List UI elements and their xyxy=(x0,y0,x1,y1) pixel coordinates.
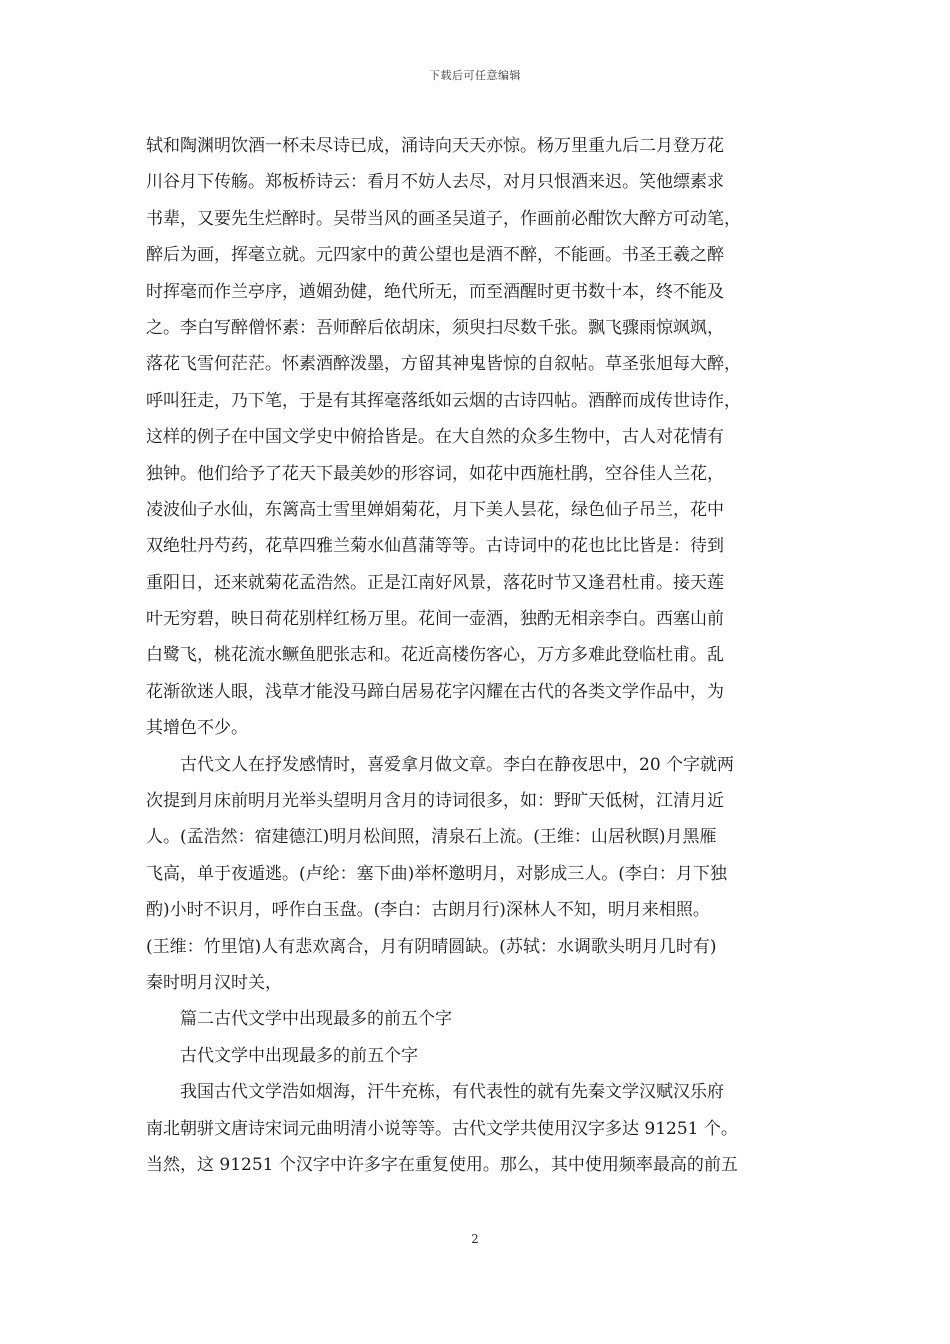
text-line: (王维：竹里馆)人有悲欢离合，月有阴晴圆缺。(苏轼：水调歌头明月几时有) xyxy=(146,936,717,957)
text-line: 醉后为画，挥毫立就。元四家中的黄公望也是酒不醉，不能画。书圣王羲之醉 xyxy=(146,245,724,266)
text-line: 之。李白写醉僧怀素：吾师醉后依胡床，须臾扫尽数千张。飘飞骤雨惊飒飒， xyxy=(146,317,724,338)
text-line: 书辈，又要先生烂醉时。吴带当风的画圣吴道子，作画前必酣饮大醉方可动笔， xyxy=(146,208,741,229)
text-line: 秦时明月汉时关， xyxy=(146,972,282,993)
text-line: 川谷月下传觞。郑板桥诗云：看月不妨人去尽，对月只恨酒来迟。笑他缥素求 xyxy=(146,172,724,193)
text-line: 花渐欲迷人眼，浅草才能没马蹄白居易花字闪耀在古代的各类文学作品中，为 xyxy=(146,681,724,702)
text-line: 酌)小时不识月，呼作白玉盘。(李白：古朗月行)深林人不知，明月来相照。 xyxy=(146,900,710,921)
text-line: 落花飞雪何茫茫。怀素酒醉泼墨，方留其神鬼皆惊的自叙帖。草圣张旭每大醉， xyxy=(146,354,741,375)
text-line: 独钟。他们给予了花天下最美妙的形容词，如花中西施杜鹃，空谷佳人兰花， xyxy=(146,463,724,484)
text-line: 轼和陶渊明饮酒一杯未尽诗已成，涌诗向天天亦惊。杨万里重九后二月登万花 xyxy=(146,136,724,156)
text-line: 南北朝骈文唐诗宋词元曲明清小说等等。古代文学共使用汉字多达 91251 个。 xyxy=(146,1118,738,1139)
paragraph-start-line: 我国古代文学浩如烟海，汗牛充栋，有代表性的就有先秦文学汉赋汉乐府 xyxy=(180,1082,724,1103)
text-line: 人。(孟浩然：宿建德江)明月松间照，清泉石上流。(王维：山居秋瞑)月黑雁 xyxy=(146,827,717,848)
text-line: 次提到月床前明月光举头望明月含月的诗词很多，如：野旷天低树，江清月近 xyxy=(146,791,724,812)
text-line: 当然，这 91251 个汉字中许多字在重复使用。那么，其中使用频率最高的前五 xyxy=(146,1154,738,1175)
text-line: 双绝牡丹芍药，花草四雅兰菊水仙菖蒲等等。古诗词中的花也比比皆是：待到 xyxy=(146,536,724,557)
text-line: 这样的例子在中国文学史中俯拾皆是。在大自然的众多生物中，古人对花情有 xyxy=(146,427,724,448)
page-header: 下载后可任意编辑 xyxy=(429,69,521,82)
text-line: 白鹭飞，桃花流水鳜鱼肥张志和。花近高楼伤客心，万方多难此登临杜甫。乱 xyxy=(146,645,724,666)
text-line: 其增色不少。 xyxy=(146,718,248,739)
text-line: 飞高，单于夜遁逃。(卢纶：塞下曲)举杯邀明月，对影成三人。(李白：月下独 xyxy=(146,863,727,884)
text-line: 叶无穷碧，映日荷花别样红杨万里。花间一壶酒，独酌无相亲李白。西塞山前 xyxy=(146,609,724,630)
paragraph-start-line: 古代文人在抒发感情时，喜爱拿月做文章。李白在静夜思中，20 个字就两 xyxy=(180,754,735,775)
section-subheading: 古代文学中出现最多的前五个字 xyxy=(180,1045,418,1066)
text-line: 凌波仙子水仙，东篱高士雪里婵娟菊花，月下美人昙花，绿色仙子吊兰，花中 xyxy=(146,499,724,520)
document-body xyxy=(146,128,814,1183)
text-line: 重阳日，还来就菊花孟浩然。正是江南好风景，落花时节又逢君杜甫。接天莲 xyxy=(146,572,724,593)
section-heading: 篇二古代文学中出现最多的前五个字 xyxy=(180,1009,452,1030)
text-line: 呼叫狂走，乃下笔，于是有其挥毫落纸如云烟的古诗四帖。酒醉而成传世诗作， xyxy=(146,390,741,411)
page-number: 2 xyxy=(471,1232,479,1246)
text-line: 时挥毫而作兰亭序，遒媚劲健，绝代所无，而至酒醒时更书数十本，终不能及 xyxy=(146,281,724,302)
